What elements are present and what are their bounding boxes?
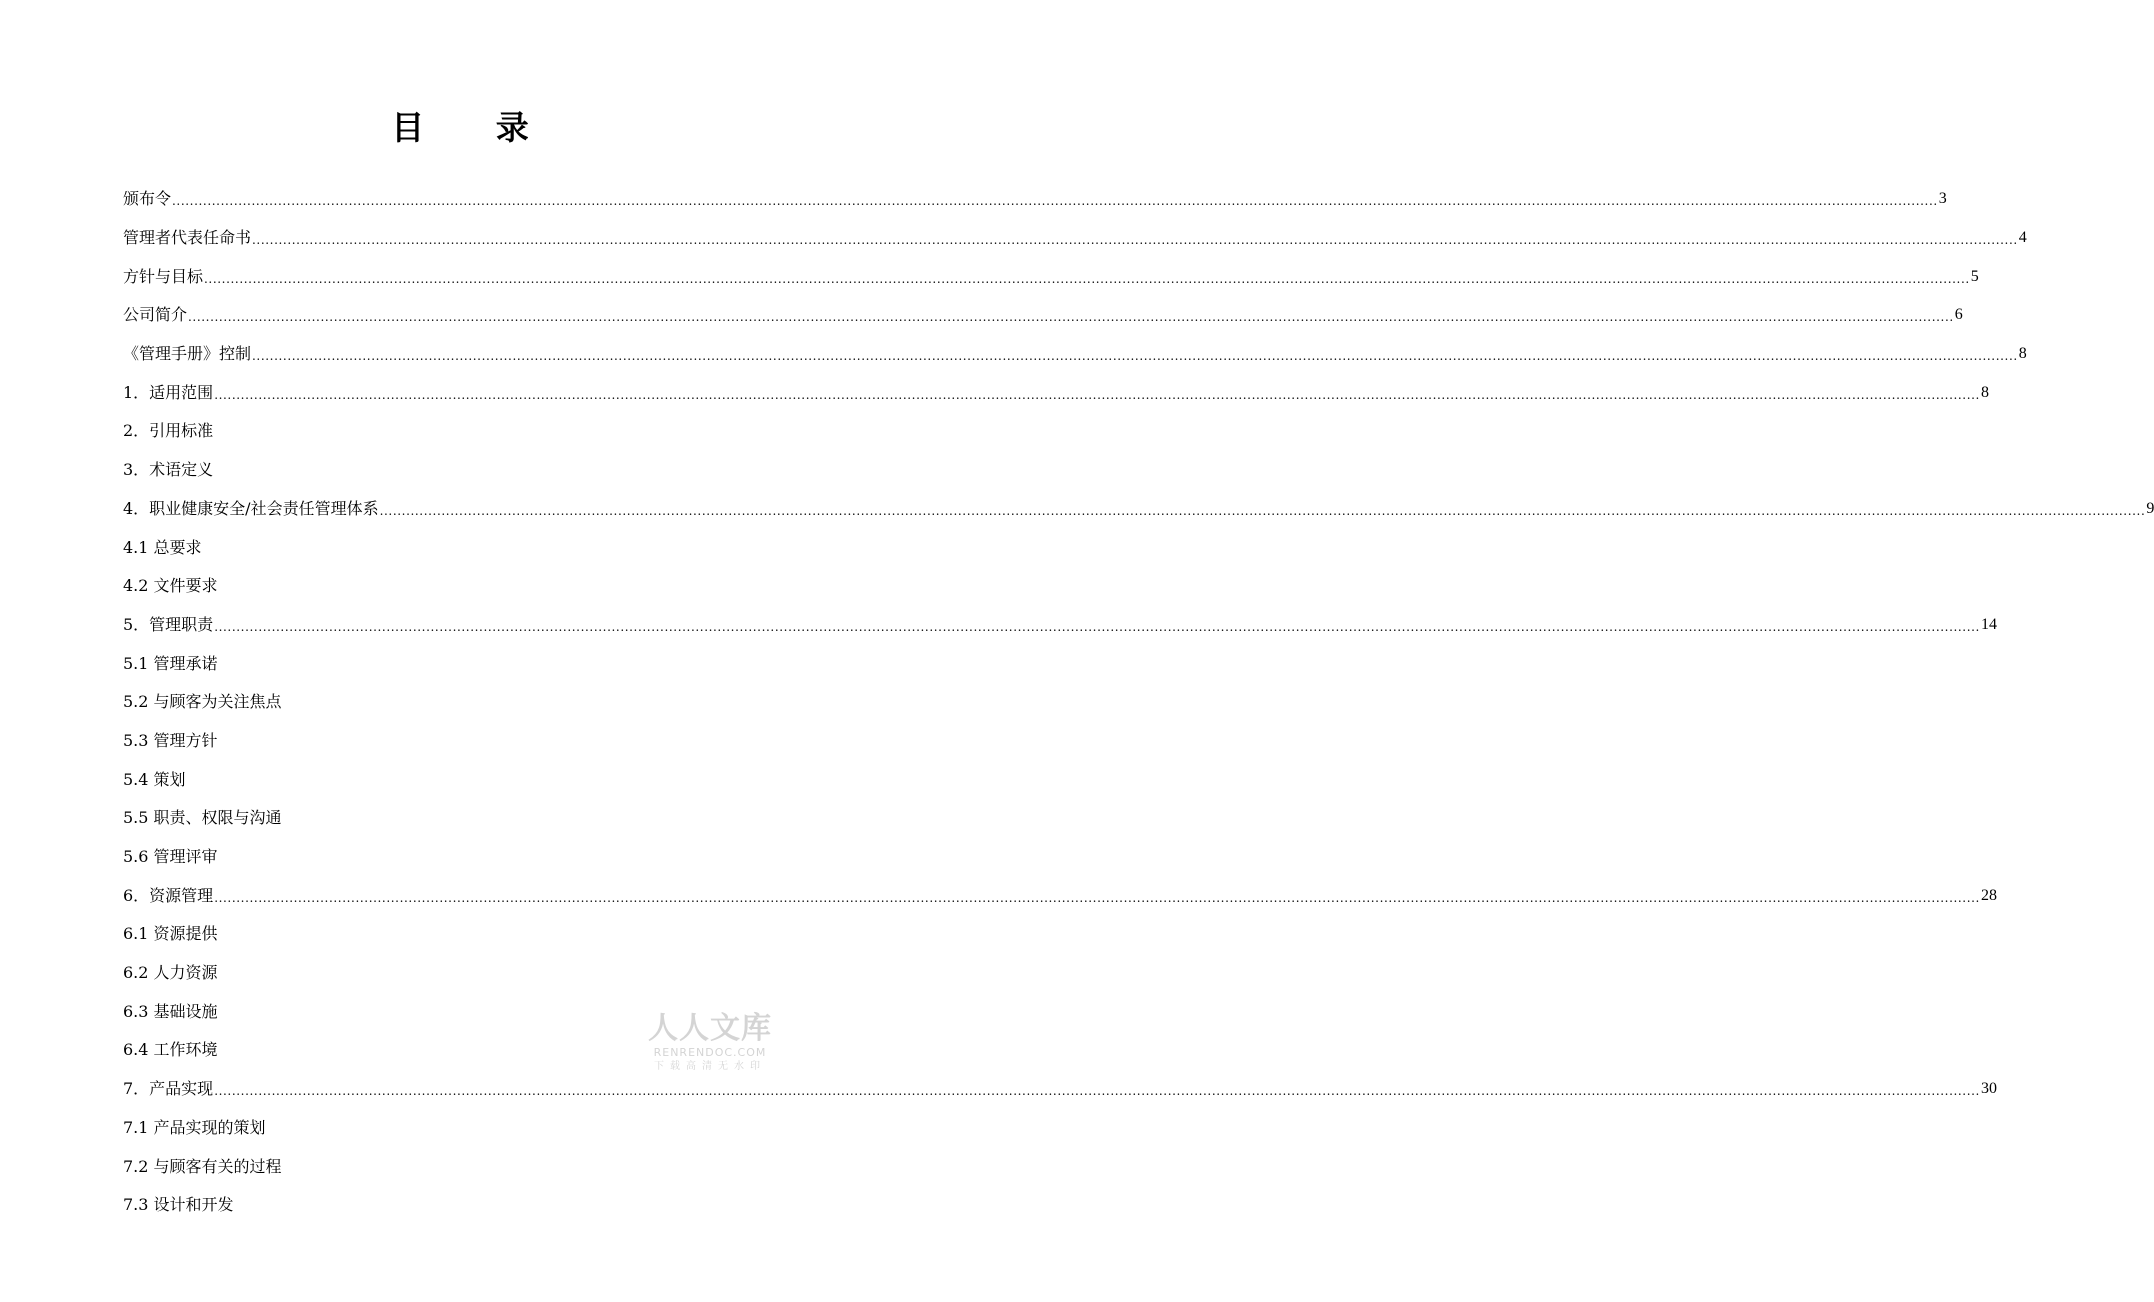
watermark-slogan: 下载高清无水印 [654, 1061, 766, 1072]
toc-entry-label: 5.2 与顾客为关注焦点 [123, 692, 282, 712]
toc-dot-leader: ................................................................................................................................................................................................................................................................................................................................................................................................................ [214, 619, 1980, 634]
toc-entry[interactable] [123, 838, 837, 877]
toc-dot-leader: ................................................................................................................................................................................................................................................................................................................................................................................................................ [204, 271, 1970, 286]
toc-entry[interactable] [123, 490, 2154, 529]
toc-entry-label: 5.4 策划 [123, 769, 186, 789]
toc-entry[interactable] [123, 954, 837, 993]
toc-entry[interactable] [123, 799, 837, 838]
page-title: 目 录 [391, 108, 559, 147]
toc-entry-label: 5.3 管理方针 [123, 730, 218, 750]
toc-entry[interactable] [123, 1070, 1997, 1109]
toc-entry-page-number: 30 [1980, 1080, 1997, 1098]
watermark-domain: RENRENDOC.COM [653, 1046, 767, 1059]
toc-entry-page-number: 8 [2018, 345, 2027, 363]
toc-entry-page-number: 8 [1980, 383, 1989, 401]
toc-entry-label: 6.4 工作环境 [123, 1040, 218, 1060]
toc-entry-label: 方针与目标 [123, 266, 204, 286]
toc-entry-page-number: 6 [1954, 306, 1963, 324]
toc-entry[interactable] [123, 915, 837, 954]
toc-entry-label: 3．术语定义 [123, 460, 214, 480]
toc-entry[interactable] [123, 1147, 837, 1186]
toc-entry-label: 2．引用标准 [123, 421, 214, 441]
toc-entry-label: 6.3 基础设施 [123, 1001, 218, 1021]
toc-entry-label: 5.5 职责、权限与沟通 [123, 808, 282, 828]
toc-entry[interactable] [123, 412, 837, 451]
toc-dot-leader: ................................................................................................................................................................................................................................................................................................................................................................................................................ [214, 387, 1980, 402]
toc-entry-label: 7.3 设计和开发 [123, 1195, 234, 1215]
toc-entry-label: 7.1 产品实现的策划 [123, 1117, 266, 1137]
toc-entry-page-number: 14 [1980, 615, 1997, 633]
toc-entry-label: 5.1 管理承诺 [123, 653, 218, 673]
toc-entry[interactable] [123, 683, 837, 722]
toc-entry[interactable] [123, 180, 1947, 219]
toc-entry[interactable] [123, 567, 837, 606]
toc-entry-page-number: 5 [1970, 267, 1979, 285]
toc-entry-label: 6.1 资源提供 [123, 924, 218, 944]
toc-entry-label: 5．管理职责 [123, 614, 214, 634]
toc-dot-leader: ................................................................................................................................................................................................................................................................................................................................................................................................................ [214, 890, 1980, 905]
toc-entry[interactable] [123, 722, 837, 761]
toc-dot-leader: ................................................................................................................................................................................................................................................................................................................................................................................................................ [188, 310, 1954, 325]
toc-entry-label: 颁布令 [123, 189, 172, 209]
toc-entry-page-number: 28 [1980, 886, 1997, 904]
toc-dot-leader: ................................................................................................................................................................................................................................................................................................................................................................................................................ [172, 194, 1938, 209]
toc-entry[interactable] [123, 644, 837, 683]
toc-entry-label: 7．产品实现 [123, 1079, 214, 1099]
toc-entry[interactable] [123, 373, 1989, 412]
toc-entry-label: 5.6 管理评审 [123, 847, 218, 867]
toc-dot-leader: ................................................................................................................................................................................................................................................................................................................................................................................................................ [379, 503, 2146, 518]
toc-entry-label: 4.1 总要求 [123, 537, 202, 557]
toc-entry[interactable] [123, 451, 837, 490]
toc-dot-leader: ................................................................................................................................................................................................................................................................................................................................................................................................................ [252, 233, 2018, 248]
toc-entry-label: 4.2 文件要求 [123, 576, 218, 596]
watermark [648, 1012, 772, 1073]
toc-entry-label: 管理者代表任命书 [123, 228, 252, 248]
toc-entry[interactable] [123, 606, 1997, 645]
toc-entry[interactable] [123, 219, 2027, 258]
toc-entry[interactable] [123, 760, 837, 799]
toc-entry-label: 《管理手册》控制 [123, 344, 252, 364]
toc-entry-page-number: 9 [2146, 499, 2154, 517]
toc-entry-label: 公司简介 [123, 305, 188, 325]
toc-entry-label: 6.2 人力资源 [123, 963, 218, 983]
toc-entry-page-number: 4 [2018, 229, 2027, 247]
toc-entry-page-number: 3 [1938, 190, 1947, 208]
toc-entry-label: 1．适用范围 [123, 382, 214, 402]
toc-entry-label: 4．职业健康安全/社会责任管理体系 [123, 498, 379, 518]
toc-dot-leader: ................................................................................................................................................................................................................................................................................................................................................................................................................ [252, 349, 2018, 364]
toc-entry[interactable] [123, 1109, 837, 1148]
toc-entry[interactable] [123, 1186, 837, 1225]
toc-entry[interactable] [123, 335, 2027, 374]
toc-entry[interactable] [123, 876, 1997, 915]
toc-entry[interactable] [123, 528, 837, 567]
toc-entry[interactable] [123, 296, 1963, 335]
watermark-brand: 人人文库 [648, 1011, 772, 1046]
toc-entry[interactable] [123, 257, 1979, 296]
toc-entry-label: 7.2 与顾客有关的过程 [123, 1156, 282, 1176]
toc-dot-leader: ................................................................................................................................................................................................................................................................................................................................................................................................................ [214, 1084, 1980, 1099]
toc-entry-label: 6．资源管理 [123, 885, 214, 905]
